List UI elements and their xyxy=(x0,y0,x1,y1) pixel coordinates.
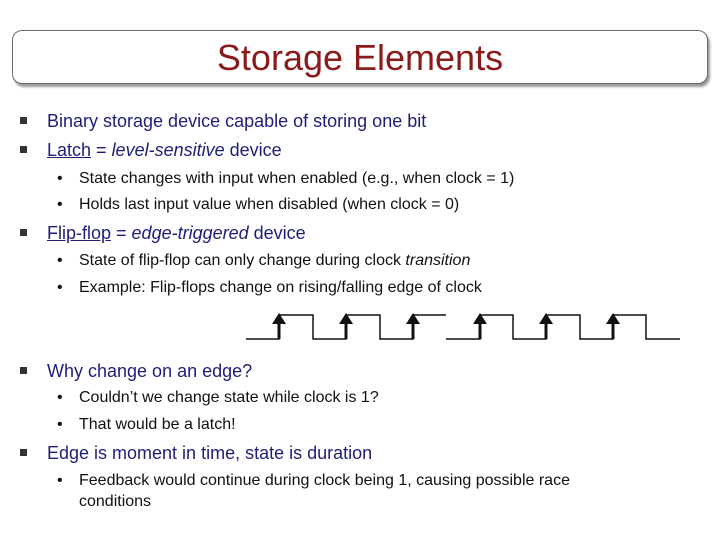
transition-emphasis: transition xyxy=(405,252,471,269)
round-bullet-icon: • xyxy=(57,252,63,269)
bullet-text: Why change on an edge? xyxy=(47,361,253,381)
latch-sep: = xyxy=(91,140,112,160)
round-bullet-icon: • xyxy=(57,389,63,406)
subbullet-would-be-latch xyxy=(57,414,236,435)
bullet-edge-moment xyxy=(47,442,372,464)
round-bullet-icon: • xyxy=(57,416,63,433)
subbullet-feedback xyxy=(57,470,570,491)
up-arrow-icon xyxy=(539,313,553,339)
up-arrow-icon xyxy=(473,313,487,339)
bullet-text-line1: Feedback would continue during clock being 1, causing possible race xyxy=(79,472,570,489)
latch-term: Latch xyxy=(47,140,92,160)
square-bullet-icon xyxy=(20,367,27,374)
bullet-text-line2: conditions xyxy=(79,493,152,510)
bullet-text: State of flip-flop can only change during clock xyxy=(79,252,406,269)
square-bullet-icon xyxy=(20,449,27,456)
latch-emphasis: level-sensitive xyxy=(111,140,225,160)
bullet-text: Holds last input value when disabled (when clock = 0) xyxy=(79,196,460,213)
round-bullet-icon: • xyxy=(57,472,63,489)
flipflop-sep: = xyxy=(111,223,132,243)
bullet-text: Couldn’t we change state while clock is 1? xyxy=(79,389,379,406)
slide-title: Storage Elements xyxy=(216,37,504,78)
round-bullet-icon: • xyxy=(57,279,63,296)
subbullet-couldnt-we xyxy=(57,387,379,408)
up-arrow-icon xyxy=(339,313,353,339)
flipflop-emphasis: edge-triggered xyxy=(131,223,249,243)
up-arrow-icon xyxy=(606,313,620,339)
subbullet-feedback-continuation xyxy=(79,491,151,512)
flipflop-rest: device xyxy=(248,223,306,243)
up-arrow-icon xyxy=(406,313,420,339)
bullet-text: That would be a latch! xyxy=(79,416,236,433)
round-bullet-icon: • xyxy=(57,170,63,187)
flipflop-term: Flip-flop xyxy=(47,223,112,243)
bullet-text: Binary storage device capable of storing one bit xyxy=(47,111,427,131)
round-bullet-icon: • xyxy=(57,196,63,213)
bullet-text: State changes with input when enabled (e.g., when clock = 1) xyxy=(79,170,515,187)
bullet-text: Edge is moment in time, state is duration xyxy=(47,443,373,463)
bullet-text: Example: Flip-flops change on rising/falling edge of clock xyxy=(79,279,482,296)
bullet-why-edge xyxy=(47,360,252,382)
latch-rest: device xyxy=(224,140,282,160)
up-arrow-icon xyxy=(272,313,286,339)
